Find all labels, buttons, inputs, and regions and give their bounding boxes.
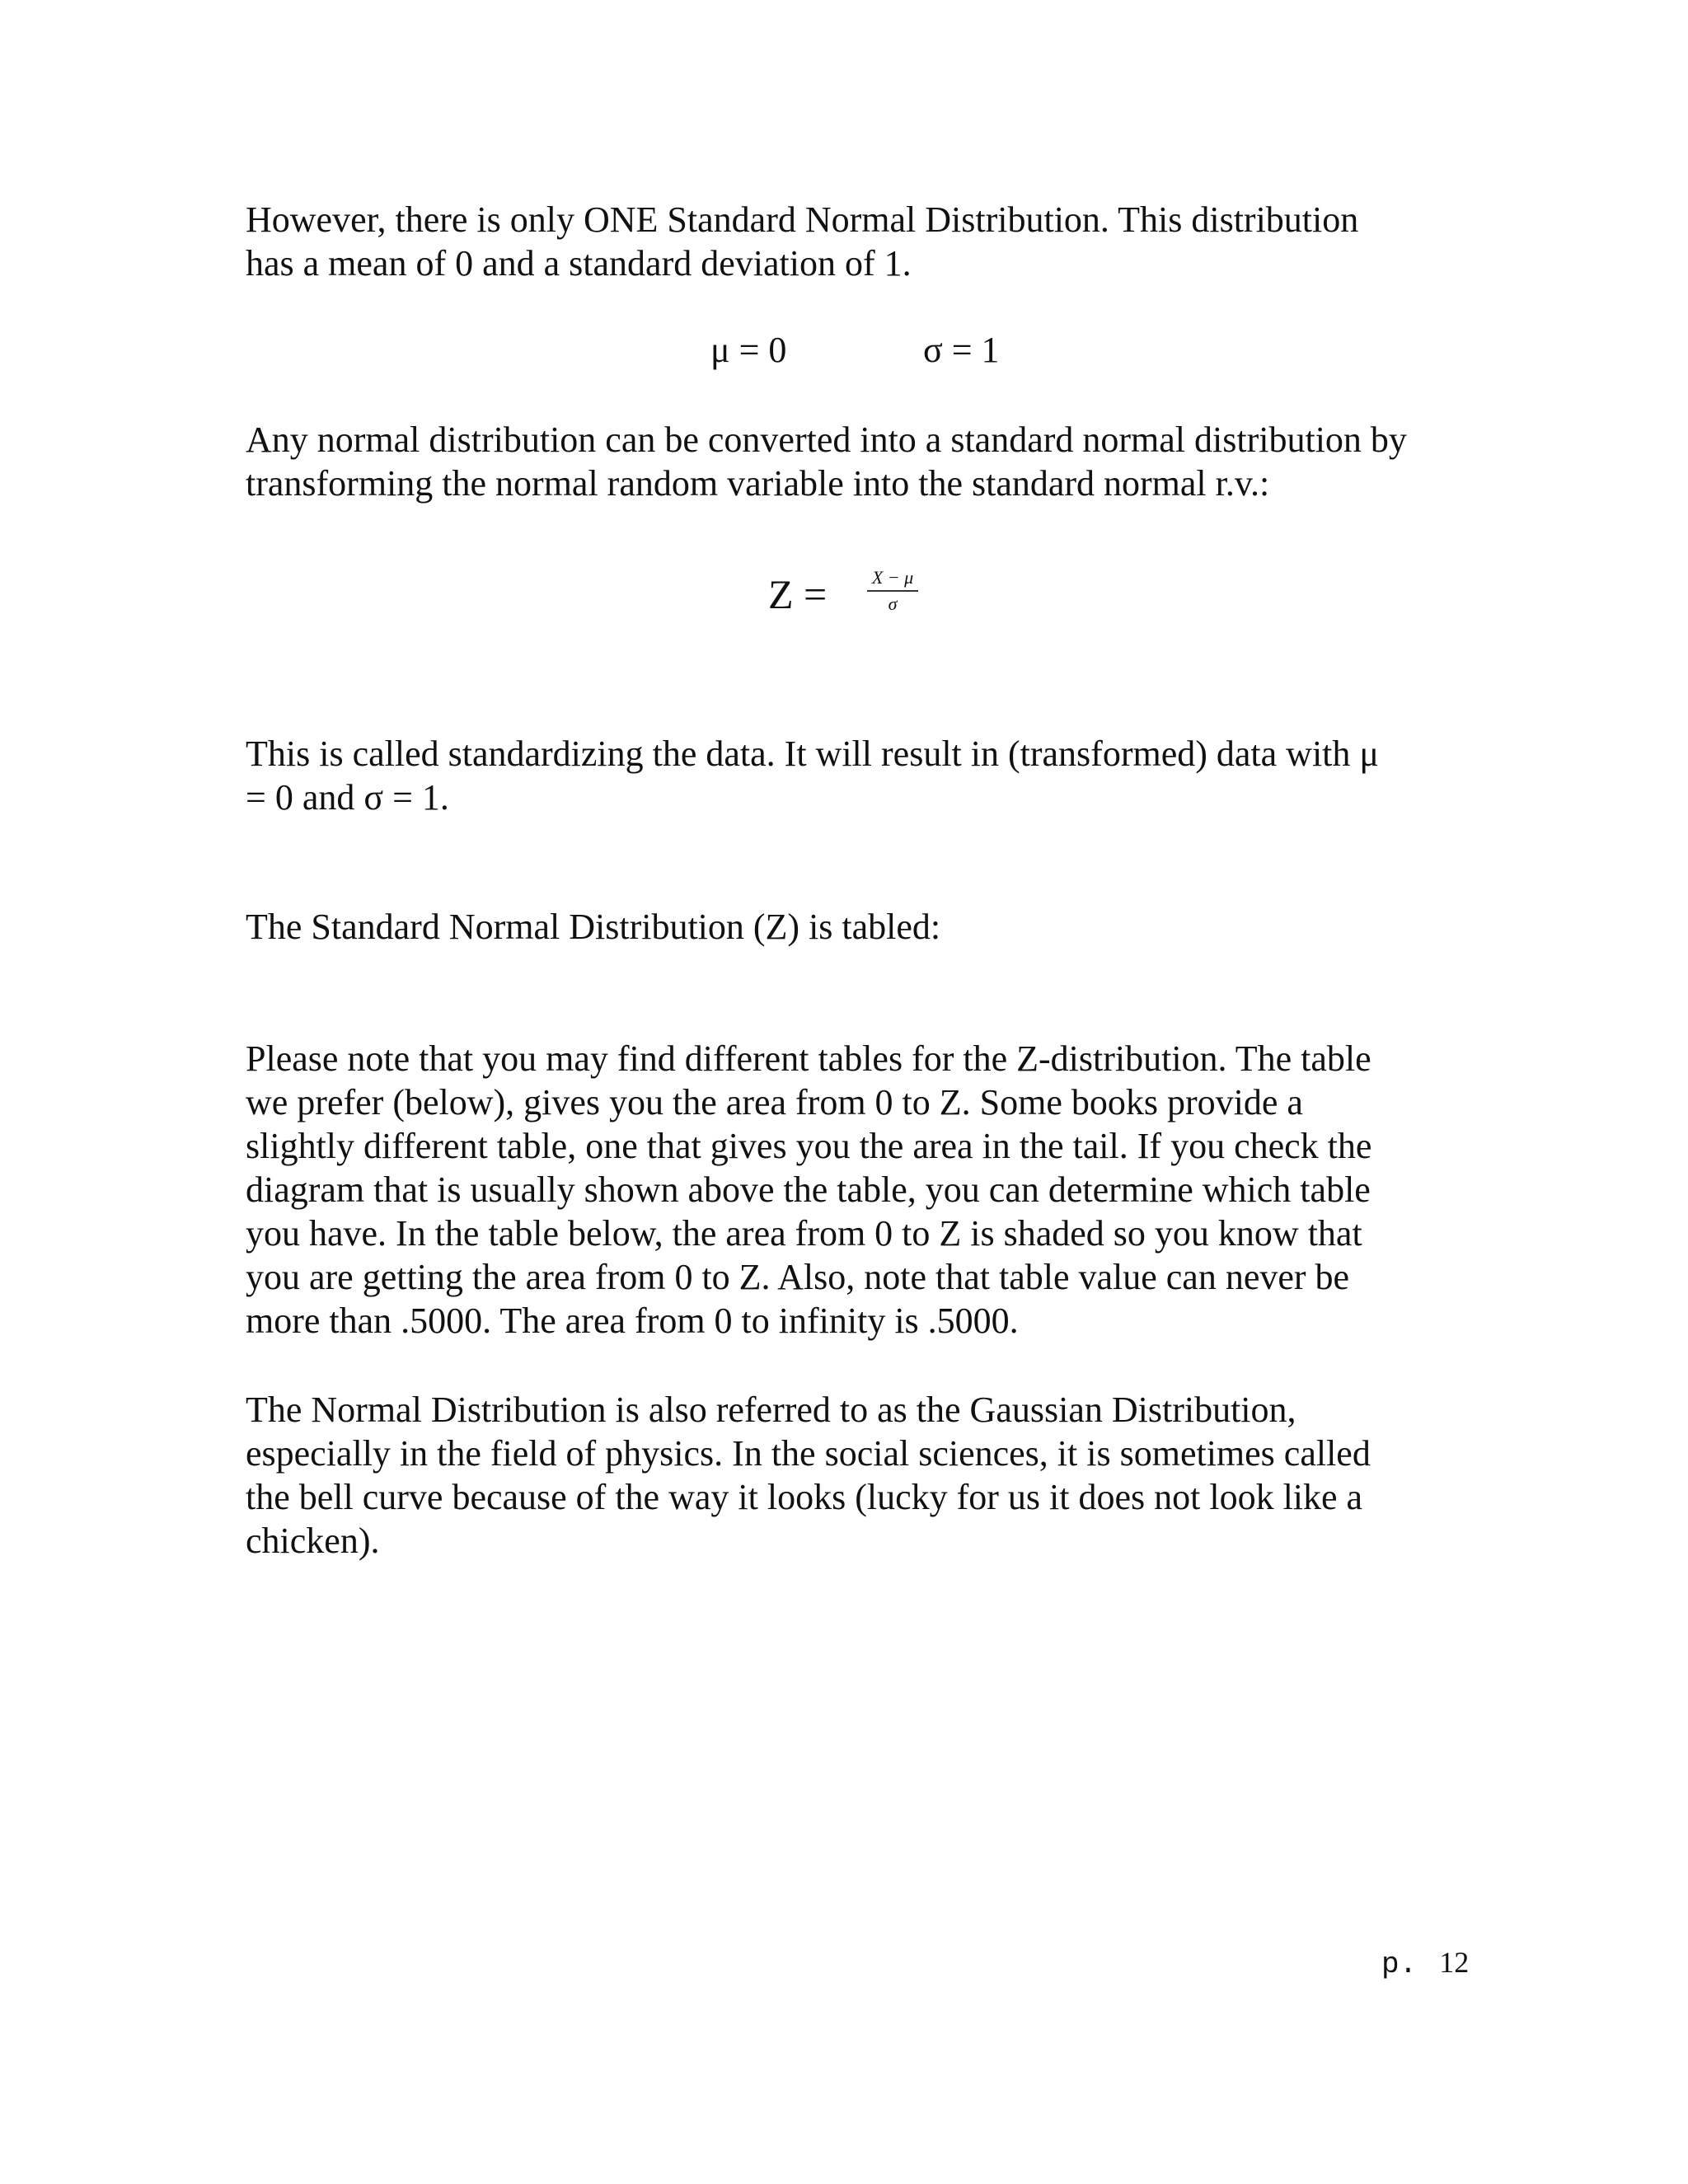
standardizing-paragraph [246,732,1482,819]
text-line: This is called standardizing the data. It will result in (transformed) data with μ [246,733,1379,774]
text-line: more than .5000. The area from 0 to infinity is .5000. [246,1301,1019,1341]
intro-paragraph [246,198,1482,285]
text-line: transforming the normal random variable into the standard normal r.v.: [246,463,1270,504]
text-line: Please note that you may find different tables for the Z-distribution. The table [246,1038,1372,1079]
text-line: has a mean of 0 and a standard deviation of 1. [246,243,912,284]
text-line: the bell curve because of the way it looks (lucky for us it does not look like a [246,1477,1363,1517]
mean-equation: μ = 0 [710,330,787,370]
text-line: However, there is only ONE Standard Normal Distribution. This distribution [246,199,1359,240]
convert-paragraph [246,418,1482,505]
text-line: especially in the field of physics. In the social sciences, it is sometimes called [246,1433,1371,1474]
z-fraction-denominator: σ [888,593,898,614]
text-line: Any normal distribution can be converted into a standard normal distribution by [246,419,1407,460]
gaussian-paragraph [246,1388,1482,1563]
text-line: we prefer (below), gives you the area from 0 to Z. Some books provide a [246,1082,1303,1122]
page-number-prefix: p. [1381,1947,1418,1981]
page-number-value: 12 [1439,1946,1470,1979]
text-line: diagram that is usually shown above the table, you can determine which table [246,1169,1371,1210]
text-line: The Normal Distribution is also referred to as the Gaussian Distribution, [246,1390,1296,1430]
z-fraction [867,567,918,615]
text-line: you have. In the table below, the area from 0 to Z is shaded so you know that [246,1213,1362,1254]
std-dev-equation: σ = 1 [923,330,1000,370]
text-line: The Standard Normal Distribution (Z) is tabled: [246,907,941,947]
page-number [1381,1945,1469,1982]
z-fraction-numerator: X − μ [867,567,918,592]
z-equation-lhs: Z = [768,571,828,617]
text-line: chicken). [246,1521,380,1561]
text-line: slightly different table, one that gives you the area in the tail. If you check the [246,1126,1372,1166]
tabled-paragraph [246,905,1482,949]
text-line: you are getting the area from 0 to Z. Also, note that table value can never be [246,1257,1350,1297]
note-paragraph [246,1037,1482,1343]
text-line: = 0 and σ = 1. [246,777,449,818]
